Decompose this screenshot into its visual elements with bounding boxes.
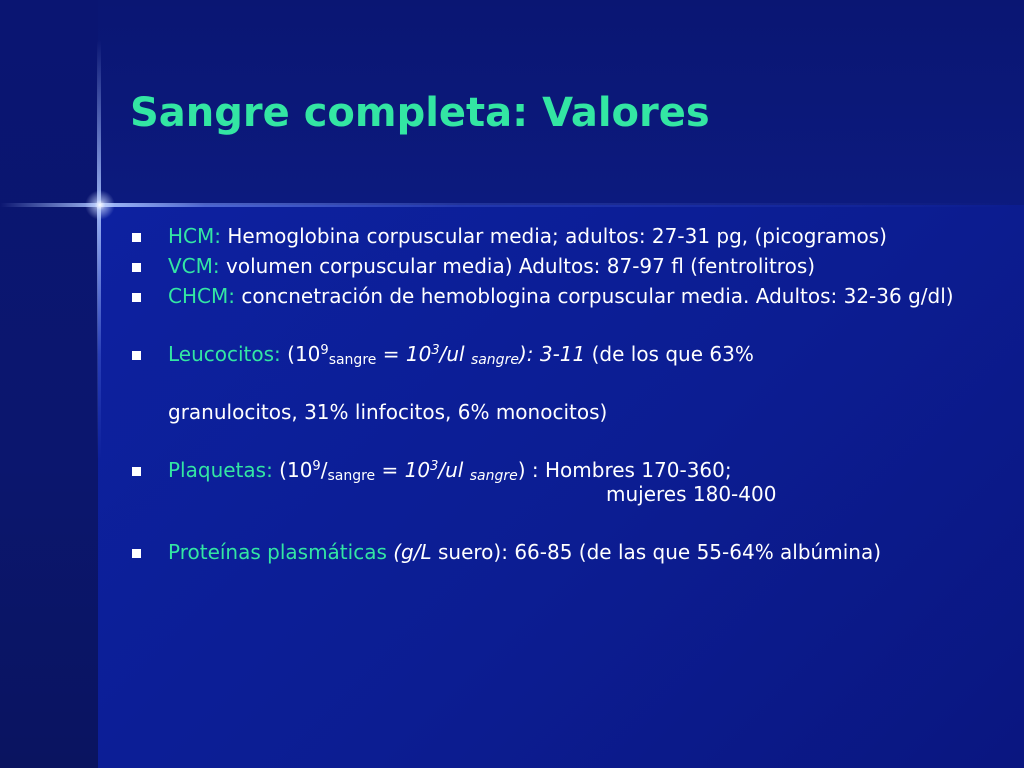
list-item-plaquetas bbox=[130, 458, 954, 482]
leucocitos-exp3: 3 bbox=[431, 343, 440, 358]
plaquetas-slash: / bbox=[320, 458, 328, 482]
slide-content bbox=[130, 224, 954, 564]
bullet-square-icon bbox=[132, 293, 141, 302]
leucocitos-open: (10 bbox=[280, 342, 321, 366]
list-item-vcm bbox=[130, 254, 954, 278]
proteinas-label: Proteínas plasmáticas bbox=[168, 540, 387, 564]
plaquetas-mujeres: mujeres 180-400 bbox=[606, 482, 777, 506]
leucocitos-ul: /ul bbox=[439, 342, 471, 366]
background-left-panel bbox=[0, 0, 98, 768]
leucocitos-tail: (de los que 63% bbox=[585, 342, 754, 366]
hcm-text: Hemoglobina corpuscular media; adultos: 27-31 pg, (picogramos) bbox=[221, 224, 887, 248]
plaquetas-exp3: 3 bbox=[430, 459, 439, 474]
bullet-square-icon bbox=[132, 263, 141, 272]
leucocitos-sub-sangre: sangre bbox=[328, 352, 377, 368]
bullet-square-icon bbox=[132, 233, 141, 242]
plaquetas-eq: = bbox=[375, 458, 405, 482]
plaquetas-open: (10 bbox=[272, 458, 313, 482]
bullet-square-icon bbox=[132, 549, 141, 558]
leucocitos-ten: 10 bbox=[405, 342, 432, 366]
chcm-label: CHCM: bbox=[168, 284, 235, 308]
proteinas-unit: (g/L bbox=[386, 540, 432, 564]
list-item-leucocitos bbox=[130, 342, 954, 366]
chcm-text: concnetración de hemoblogina corpuscular media. Adultos: 32-36 g/dl) bbox=[234, 284, 954, 308]
plaquetas-label: Plaquetas: bbox=[168, 458, 273, 482]
vcm-text: volumen corpuscular media) Adultos: 87-97 fl (fentrolitros) bbox=[219, 254, 816, 278]
decorative-vertical-line bbox=[97, 40, 101, 460]
vcm-label: VCM: bbox=[168, 254, 220, 278]
plaquetas-sub-sangre2: sangre bbox=[469, 468, 518, 484]
leucocitos-range: ): 3-11 bbox=[518, 342, 586, 366]
plaquetas-sub-sangre: sangre bbox=[327, 468, 376, 484]
leucocitos-continuation: granulocitos, 31% linfocitos, 6% monocitos) bbox=[168, 400, 608, 424]
bullet-square-icon bbox=[132, 467, 141, 476]
leucocitos-exp9: 9 bbox=[320, 343, 329, 358]
plaquetas-ten: 10 bbox=[404, 458, 431, 482]
leucocitos-eq: = bbox=[376, 342, 406, 366]
bullet-square-icon bbox=[132, 351, 141, 360]
sparkle-icon bbox=[85, 190, 115, 220]
slide-title: Sangre completa: Valores bbox=[130, 90, 710, 136]
leucocitos-label: Leucocitos: bbox=[168, 342, 281, 366]
decorative-horizontal-line bbox=[0, 203, 1024, 207]
plaquetas-tail: : Hombres 170-360; bbox=[525, 458, 732, 482]
proteinas-text: suero): 66-85 (de las que 55-64% albúmina) bbox=[431, 540, 882, 564]
plaquetas-exp9: 9 bbox=[312, 459, 321, 474]
list-item-hcm bbox=[130, 224, 954, 248]
leucocitos-sub-sangre2: sangre bbox=[470, 352, 519, 368]
list-item-proteinas bbox=[130, 540, 954, 564]
plaquetas-ul: /ul bbox=[438, 458, 470, 482]
hcm-label: HCM: bbox=[168, 224, 221, 248]
list-item-chcm bbox=[130, 284, 954, 308]
plaquetas-close: ) bbox=[517, 458, 526, 482]
